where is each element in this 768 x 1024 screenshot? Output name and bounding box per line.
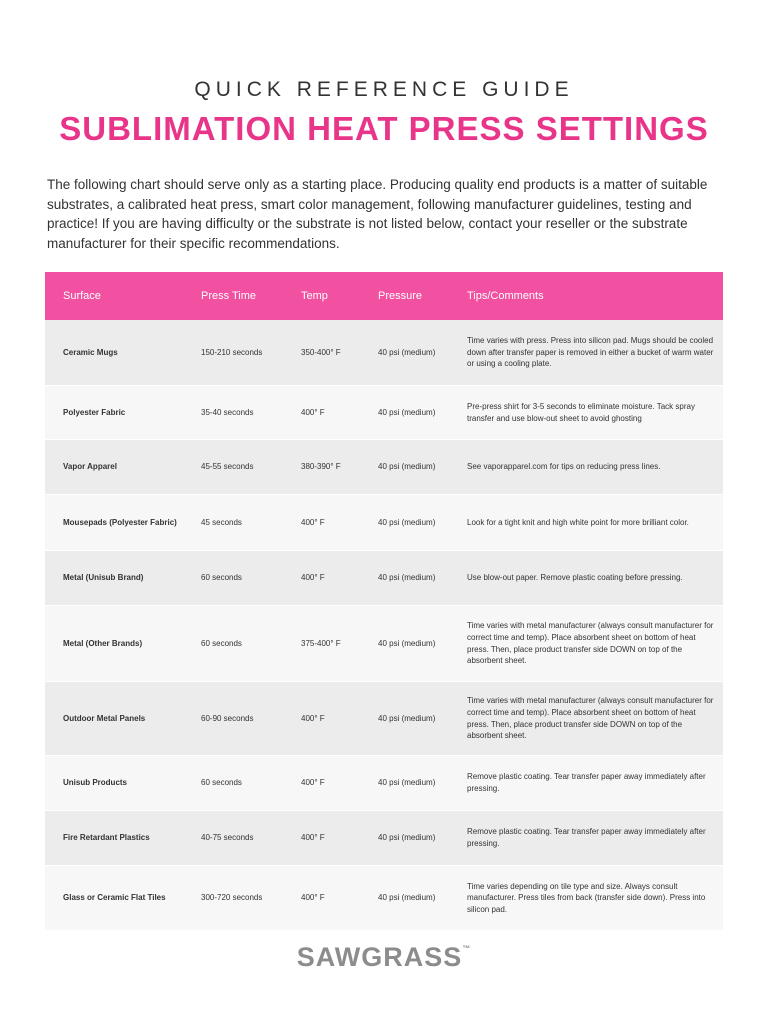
cell-tips: Pre-press shirt for 3-5 seconds to eliminate moisture. Tack spray transfer and use blow-out sheet to avoid ghosting (467, 401, 695, 423)
sawgrass-logo (0, 942, 768, 973)
column-header-pressure: Pressure (378, 290, 423, 302)
cell-tips: Time varies with metal manufacturer (always consult manufacturer for correct time and temp). Place absorbent sheet on bottom of heat press. Then, place product transfer side DOWN on top of the absorbent sheet. (467, 696, 714, 741)
cell-surface: Glass or Ceramic Flat Tiles (63, 893, 166, 903)
table-row (45, 551, 723, 606)
cell-tips: Use blow-out paper. Remove plastic coating before pressing. (467, 573, 683, 583)
cell-temp: 380-390° F (301, 462, 341, 472)
cell-surface: Metal (Unisub Brand) (63, 573, 144, 583)
cell-pressure: 40 psi (medium) (378, 462, 436, 472)
cell-temp: 400° F (301, 713, 325, 723)
column-header-tips: Tips/Comments (467, 290, 544, 302)
cell-tips: Remove plastic coating. Tear transfer paper away immediately after pressing. (467, 827, 706, 848)
cell-pressure: 40 psi (medium) (378, 517, 436, 527)
cell-press-time: 45-55 seconds (201, 462, 254, 472)
cell-surface: Unisub Products (63, 778, 128, 788)
cell-press-time: 40-75 seconds (201, 833, 254, 843)
brand-name: SAWGRASS (296, 942, 463, 972)
cell-press-time: 60 seconds (201, 638, 242, 648)
cell-pressure: 40 psi (medium) (378, 573, 436, 583)
column-header-surface: Surface (63, 290, 101, 302)
cell-temp: 400° F (301, 833, 325, 843)
page-title: SUBLIMATION HEAT PRESS SETTINGS (59, 110, 709, 147)
column-header-press-time: Press Time (201, 290, 257, 302)
cell-pressure: 40 psi (medium) (378, 893, 436, 903)
cell-temp: 350-400° F (301, 347, 341, 357)
settings-table (45, 272, 723, 931)
cell-temp: 400° F (301, 893, 325, 903)
cell-tips: Time varies with press. Press into silicon pad. Mugs should be cooled down after transfer paper is removed in either a bucket of warm water or using a cooling plate. (467, 336, 714, 369)
cell-temp: 400° F (301, 573, 325, 583)
table-row (45, 866, 723, 931)
intro-paragraph: The following chart should serve only as a starting place. Producing quality end products is a matter of suitable substrates, a calibrated heat press, smart color management, following manufacturer guidelines, testing and practice! If you are having difficulty or the substrate is not listed below, contact your reseller or the substrate manufacturer for their specific recommendations. (47, 177, 708, 252)
cell-temp: 400° F (301, 778, 325, 788)
cell-press-time: 35-40 seconds (201, 407, 254, 417)
table-row (45, 320, 723, 386)
table-row (45, 386, 723, 440)
table-row (45, 495, 723, 551)
cell-pressure: 40 psi (medium) (378, 638, 436, 648)
trademark-symbol: ™ (462, 944, 472, 953)
cell-temp: 375-400° F (301, 638, 341, 648)
cell-tips: Look for a tight knit and high white point for more brilliant color. (467, 517, 689, 527)
cell-press-time: 45 seconds (201, 517, 242, 527)
cell-tips: Time varies with metal manufacturer (always consult manufacturer for correct time and temp). Place absorbent sheet on bottom of heat press. Then, place product transfer side DOWN on top of the absorbent sheet. (467, 621, 714, 666)
table-row (45, 811, 723, 866)
column-header-temp: Temp (301, 290, 328, 302)
cell-surface: Ceramic Mugs (63, 347, 118, 357)
cell-surface: Vapor Apparel (63, 462, 117, 472)
cell-pressure: 40 psi (medium) (378, 407, 436, 417)
cell-tips: Remove plastic coating. Tear transfer paper away immediately after pressing. (467, 772, 706, 793)
cell-press-time: 150-210 seconds (201, 347, 263, 357)
table-row (45, 606, 723, 682)
cell-tips: See vaporapparel.com for tips on reducing press lines. (467, 462, 661, 472)
cell-pressure: 40 psi (medium) (378, 347, 436, 357)
guide-kicker: QUICK REFERENCE GUIDE (194, 78, 574, 101)
cell-surface: Metal (Other Brands) (63, 638, 143, 648)
cell-surface: Outdoor Metal Panels (63, 713, 146, 723)
cell-surface: Fire Retardant Plastics (63, 833, 150, 843)
table-header (45, 272, 723, 320)
cell-pressure: 40 psi (medium) (378, 778, 436, 788)
cell-press-time: 60 seconds (201, 778, 242, 788)
table-row (45, 756, 723, 811)
cell-temp: 400° F (301, 407, 325, 417)
cell-press-time: 60 seconds (201, 573, 242, 583)
cell-surface: Polyester Fabric (63, 407, 126, 417)
cell-tips: Time varies depending on tile type and size. Always consult manufacturer. Press tiles from back (transfer side down). Press into silicon pad. (467, 881, 706, 914)
cell-surface: Mousepads (Polyester Fabric) (63, 517, 177, 527)
cell-temp: 400° F (301, 517, 325, 527)
cell-press-time: 60-90 seconds (201, 713, 254, 723)
table-row (45, 682, 723, 756)
cell-press-time: 300-720 seconds (201, 893, 263, 903)
table-row (45, 440, 723, 495)
cell-pressure: 40 psi (medium) (378, 833, 436, 843)
cell-pressure: 40 psi (medium) (378, 713, 436, 723)
